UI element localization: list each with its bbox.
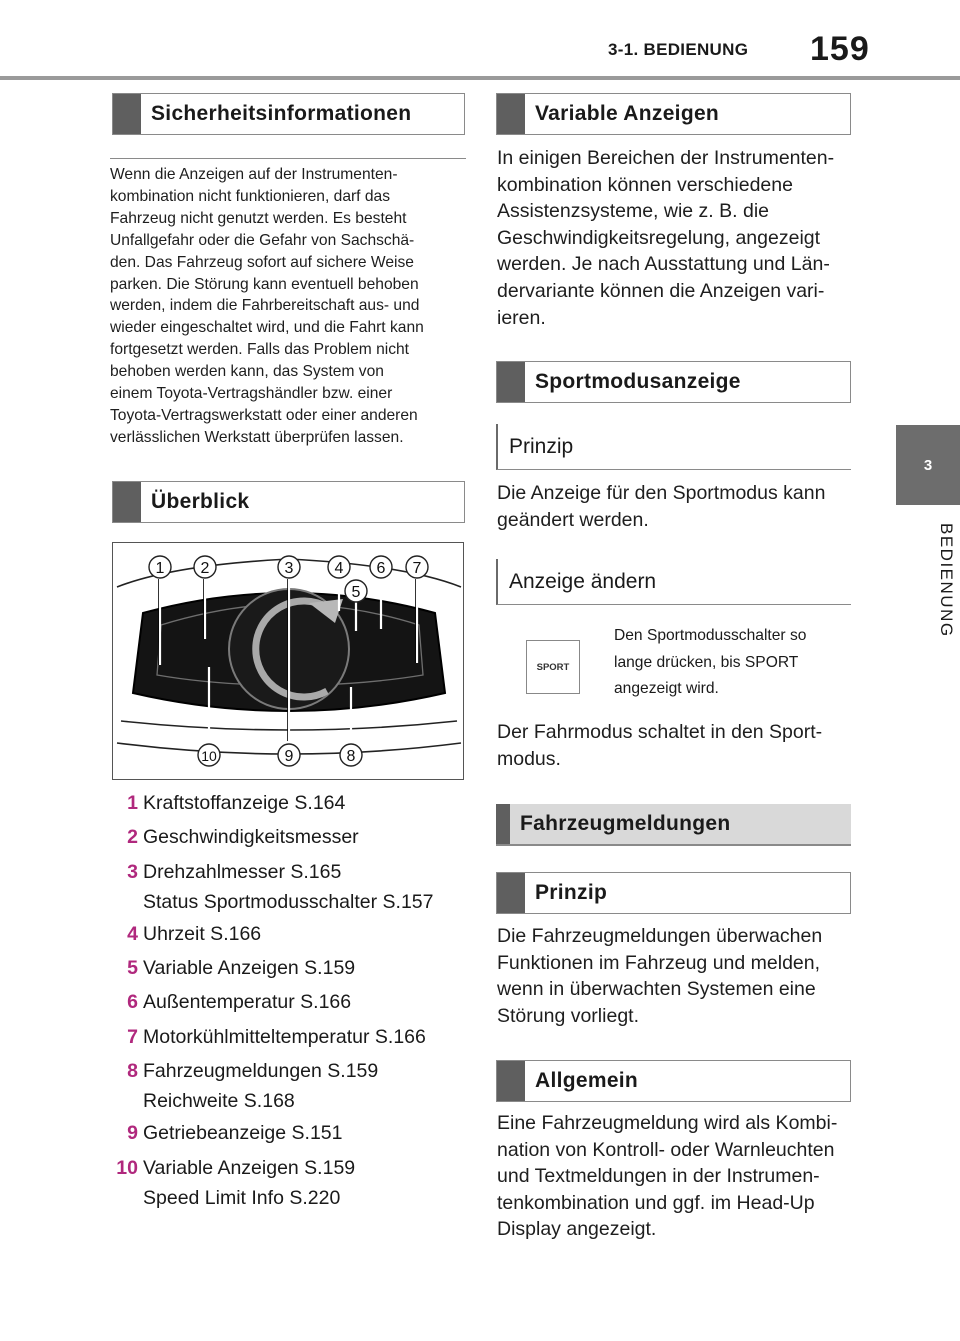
list-item	[114, 1116, 464, 1150]
heading-overview	[112, 481, 465, 523]
header-rule	[0, 76, 960, 80]
callout-label: 6	[376, 560, 386, 577]
list-item	[114, 1020, 464, 1054]
list-item	[114, 985, 464, 1019]
heading-text: Überblick	[151, 490, 250, 513]
heading-vehicle-messages	[496, 804, 851, 846]
list-text: Speed Limit Info S.220	[143, 1186, 341, 1209]
text-line: und Textmeldungen in der Instrumen-	[497, 1165, 820, 1188]
callout-label: 8	[346, 748, 356, 765]
warning-line: kombination nicht funktionieren, darf das	[110, 187, 390, 205]
text-line: Geschwindigkeitsregelung, angezeigt	[497, 226, 821, 249]
subheading-change-display: Anzeige ändern	[496, 559, 851, 605]
list-text: Uhrzeit S.166	[143, 922, 262, 945]
heading-bar	[497, 362, 525, 402]
list-text: Reichweite S.168	[143, 1090, 295, 1113]
text-line: Eine Fahrzeugmeldung wird als Kombi-	[497, 1112, 838, 1134]
text-line: ieren.	[497, 306, 546, 329]
text-line: Assistenzsysteme, wie z. B. die	[497, 200, 770, 223]
text-line: angezeigt wird.	[614, 680, 719, 697]
warning-line: fortgesetzt werden. Falls das Problem nicht	[110, 341, 410, 359]
list-text: Fahrzeugmeldungen S.159	[143, 1060, 379, 1083]
instrument-cluster-figure	[112, 542, 464, 780]
heading-text: Prinzip	[535, 881, 608, 904]
warning-line: parken. Die Störung kann eventuell behoben	[110, 275, 419, 293]
warning-line: Fahrzeug nicht genutzt werden. Es besteht	[110, 209, 407, 227]
text-line: nation von Kontroll- oder Warnleuchten	[497, 1138, 835, 1161]
sport-result-text	[497, 719, 857, 772]
list-number: 9	[127, 1122, 138, 1145]
heading-sport-mode-display	[496, 361, 851, 403]
general-text	[497, 1110, 857, 1243]
list-item-continuation	[114, 1183, 464, 1213]
callout-label: 7	[412, 560, 422, 577]
text-line: Display angezeigt.	[497, 1218, 657, 1241]
callout-label: 10	[201, 748, 217, 764]
list-text: Außentemperatur S.166	[143, 991, 352, 1014]
text-line: Die Anzeige für den Sportmodus kann	[497, 482, 826, 504]
instrument-cluster-illustration	[113, 543, 464, 780]
list-number: 8	[127, 1060, 138, 1083]
callout-label: 1	[155, 560, 165, 577]
warning-line: den. Das Fahrzeug sofort auf sichere Weise	[110, 253, 414, 271]
heading-bar	[497, 1061, 525, 1101]
warning-line: behoben werden kann, das System von	[110, 363, 384, 381]
warning-line: Unfallgefahr oder die Gefahr von Sachschä-	[110, 231, 415, 249]
list-text: Variable Anzeigen S.159	[143, 1156, 356, 1179]
sport-button-icon: SPORT	[526, 640, 580, 694]
list-number: 6	[127, 991, 138, 1014]
text-line: Den Sportmodusschalter so	[614, 627, 807, 644]
text-line: In einigen Bereichen der Instrumenten-	[497, 147, 835, 169]
heading-bar	[113, 482, 141, 522]
chapter-title: 3-1. BEDIENUNG	[608, 40, 749, 59]
list-number: 10	[116, 1156, 138, 1179]
text-line: tenkombination und ggf. im Head-Up	[497, 1191, 815, 1214]
text-line: Störung vorliegt.	[497, 1004, 639, 1027]
warning-rule	[110, 158, 466, 159]
list-item	[114, 820, 464, 854]
page-number: 159	[810, 30, 870, 68]
heading-variable-displays	[496, 93, 851, 135]
list-item	[114, 786, 464, 820]
heading-text: Sportmodusanzeige	[535, 370, 741, 393]
subheading-principle: Prinzip	[496, 424, 851, 470]
list-item	[114, 1054, 464, 1088]
warning-line: verlässlichen Werkstatt überprüfen lassen.	[110, 428, 404, 446]
sport-button-instruction	[614, 623, 849, 703]
list-item	[114, 917, 464, 951]
text-line: Die Fahrzeugmeldungen überwachen	[497, 925, 823, 947]
callout-label: 5	[351, 584, 361, 601]
list-number: 5	[127, 957, 138, 980]
heading-text: Sicherheitsinformationen	[151, 102, 412, 125]
list-number: 7	[127, 1025, 138, 1048]
text-line: modus.	[497, 747, 561, 770]
warning-line: Toyota-Vertragswerkstatt oder einer anderen	[110, 406, 418, 424]
heading-text: Variable Anzeigen	[535, 102, 720, 125]
chapter-tab: 3	[896, 425, 960, 505]
warning-line: werden, indem die Fahrbereitschaft aus- und	[110, 297, 420, 315]
list-number: 1	[127, 792, 138, 814]
text-line: dervariante können die Anzeigen vari-	[497, 279, 825, 302]
list-number: 2	[127, 826, 138, 849]
list-text: Motorkühlmitteltemperatur S.166	[143, 1025, 426, 1048]
heading-general	[496, 1060, 851, 1102]
list-text: Kraftstoffanzeige S.164	[143, 792, 346, 814]
text-line: lange drücken, bis SPORT	[614, 653, 799, 671]
list-item-continuation	[114, 1086, 464, 1116]
heading-principle	[496, 872, 851, 914]
warning-line: einem Toyota-Vertragshändler bzw. einer	[110, 385, 393, 403]
chapter-tab-label: BEDIENUNG	[937, 522, 956, 638]
list-number: 3	[127, 860, 138, 883]
list-item	[114, 1151, 464, 1185]
safety-warning-text	[110, 164, 468, 449]
heading-bar	[496, 804, 510, 844]
text-line: wenn in überwachten Systemen eine	[497, 978, 816, 1001]
list-item	[114, 951, 464, 985]
text-line: Der Fahrmodus schaltet in den Sport-	[497, 721, 823, 743]
list-text: Status Sportmodusschalter S.157	[143, 890, 434, 913]
vehicle-messages-text	[497, 923, 857, 1029]
text-line: werden. Je nach Ausstattung und Län-	[497, 253, 830, 276]
text-line: geändert werden.	[497, 508, 649, 531]
list-item	[114, 855, 464, 889]
warning-line: Wenn die Anzeigen auf der Instrumenten-	[110, 166, 398, 183]
heading-bar	[497, 873, 525, 913]
warning-line: wieder eingeschaltet wird, und die Fahrt kann	[110, 319, 424, 337]
heading-bar	[497, 94, 525, 134]
text-line: kombination können verschiedene	[497, 173, 793, 196]
heading-safety-information	[112, 93, 465, 135]
text-line: Funktionen im Fahrzeug und melden,	[497, 951, 821, 974]
heading-text: Fahrzeugmeldungen	[520, 812, 731, 835]
callout-label: 4	[334, 560, 344, 577]
variable-displays-text	[497, 145, 857, 331]
heading-bar	[113, 94, 141, 134]
sport-principle-text	[497, 480, 857, 533]
list-number: 4	[127, 922, 138, 945]
callout-label: 3	[284, 560, 294, 577]
list-text: Getriebeanzeige S.151	[143, 1122, 343, 1145]
list-text: Geschwindigkeitsmesser	[143, 826, 359, 849]
callout-label: 9	[284, 748, 294, 765]
heading-text: Allgemein	[535, 1069, 639, 1092]
list-text: Variable Anzeigen S.159	[143, 957, 356, 980]
list-item-continuation	[114, 887, 464, 917]
list-text: Drehzahlmesser S.165	[143, 860, 342, 883]
cluster-legend-list	[114, 786, 464, 1213]
callout-label: 2	[200, 560, 210, 577]
